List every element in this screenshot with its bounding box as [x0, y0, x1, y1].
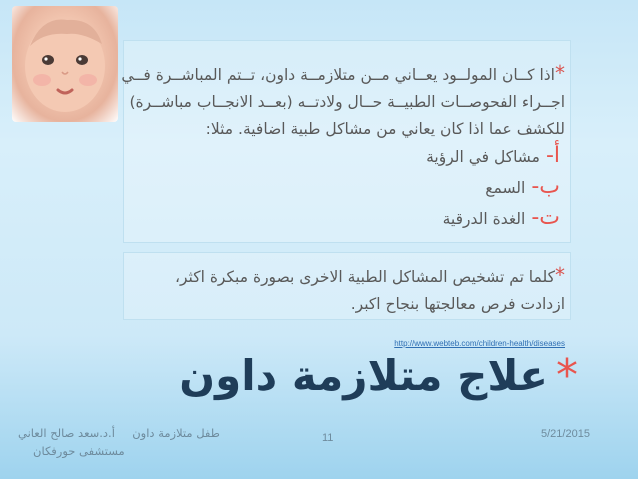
- list-letter: أ-: [545, 143, 560, 168]
- problems-list: [426, 143, 560, 236]
- list-item: [426, 205, 560, 236]
- footer-date: 5/21/2015: [541, 428, 590, 440]
- footer-topic: طفل متلازمة داون: [132, 426, 220, 440]
- slide-title-text: علاج متلازمة داون: [179, 351, 548, 400]
- list-item-text: مشاكل في الرؤية: [426, 148, 540, 166]
- list-letter: ت-: [531, 205, 560, 230]
- paragraph-line: [121, 60, 565, 89]
- list-item-text: السمع: [485, 179, 526, 197]
- list-item-text: الغدة الدرقية: [442, 210, 526, 228]
- paragraph-line-text: اذا كــان المولــود يعــاني مــن متلازمــة داون، تــتم المباشــرة فــي: [121, 66, 555, 84]
- bullet-star: *: [555, 61, 565, 85]
- baby-face-illustration: [12, 6, 118, 122]
- source-link[interactable]: http://www.webteb.com/children-health/diseases: [394, 339, 565, 348]
- footer-hospital: مستشفى حورفكان: [33, 444, 125, 458]
- paragraph-line: للكشف عما اذا كان يعاني من مشاكل طبية اضافية. مثلا:: [205, 120, 565, 138]
- paragraph-early-diagnosis: [175, 262, 565, 318]
- paragraph-examination: [121, 60, 565, 143]
- page-number: 11: [322, 432, 334, 444]
- footer-author: أ.د.سعد صالح العاني: [18, 426, 115, 440]
- paragraph-line: ازدادت فرص معالجتها بنجاح اكبر.: [350, 295, 565, 313]
- footer-author-line: [18, 426, 220, 440]
- slide-title: [179, 350, 578, 401]
- paragraph-line: [175, 262, 565, 291]
- paragraph-line: اجــراء الفحوصــات الطبيــة حــال ولادتــه (بعــد الانجــاب مباشــرة): [129, 93, 565, 111]
- paragraph-line-text: كلما تم تشخيص المشاكل الطبية الاخرى بصورة مبكرة اكثر،: [174, 268, 555, 286]
- list-letter: ب-: [531, 174, 560, 199]
- bullet-star: *: [555, 263, 565, 287]
- list-item: [426, 174, 560, 205]
- baby-photo: [12, 6, 118, 122]
- list-item: [426, 143, 560, 174]
- title-bullet-star: *: [556, 350, 578, 401]
